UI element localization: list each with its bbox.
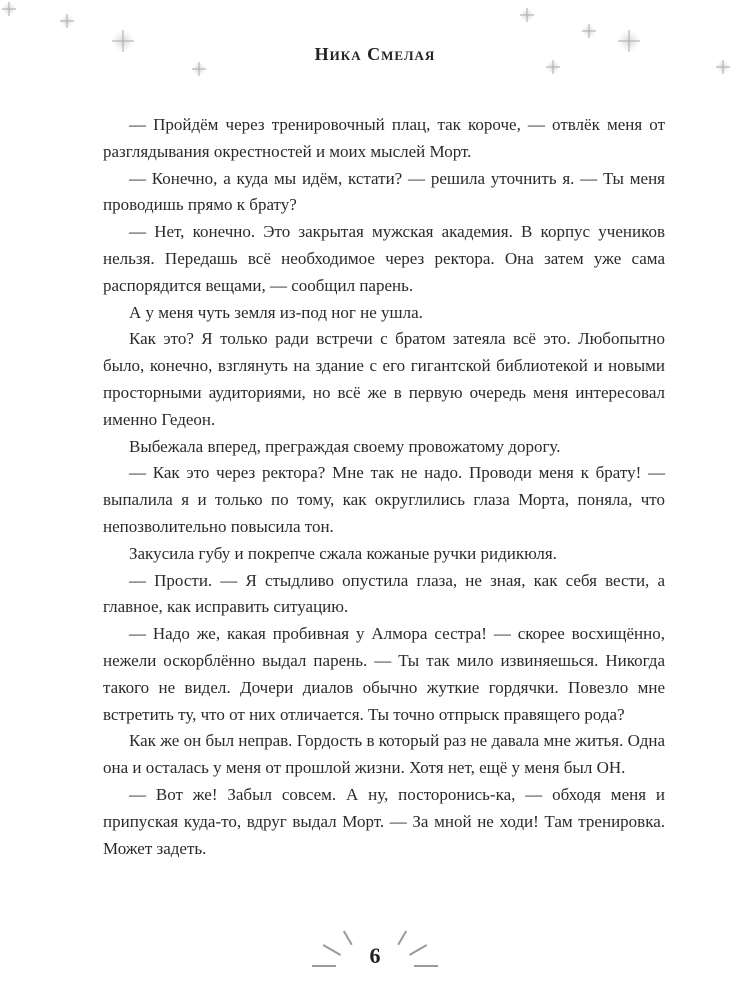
body-text xyxy=(103,112,665,862)
paragraph: Закусила губу и покрепче сжала кожаные ручки ридикюля. xyxy=(129,543,557,563)
paragraph: Как это? Я только ради встречи с братом затеяла всё это. Любопытно было, конечно, взглянуть на здание с его гигантской библиотекой и новыми просторными аудиториями, но всё же в первую очередь меня интересовал именно Гедеон. xyxy=(103,329,665,429)
paragraph: — Прости. — Я стыдливо опустила глаза, не зная, как себя вести, а главное, как исправить ситуацию. xyxy=(103,570,665,617)
page-footer xyxy=(0,935,750,995)
sparkle-decoration xyxy=(582,24,596,38)
paragraph: — Конечно, а куда мы идём, кстати? — решила уточнить я. — Ты меня проводишь прямо к брату? xyxy=(103,168,665,215)
paragraph: — Надо же, какая пробивная у Алмора сестра! — скорее восхищённо, нежели оскорблённо выдал парень. — Ты так мило извиняешься. Никогда такого не видел. Дочери диалов обычно жуткие гордячки. Повезло мне встретить ту, что от них отличается. Ты точно отпрыск правящего рода? xyxy=(103,624,665,724)
sparkle-decoration xyxy=(2,2,16,16)
page-number: 6 xyxy=(369,943,381,968)
paragraph: А у меня чуть земля из-под ног не ушла. xyxy=(129,302,423,322)
paragraph: Выбежала вперед, преграждая своему провожатому дорогу. xyxy=(129,436,561,456)
paragraph: — Как это через ректора? Мне так не надо. Проводи меня к брату! — выпалила я и только по тому, как округлились глаза Морта, поняла, что непозволительно повысила тон. xyxy=(103,463,665,536)
paragraph: — Вот же! Забыл совсем. А ну, посторонись-ка, — обходя меня и припуская куда-то, вдруг выдал Морт. — За мной не ходи! Там тренировка. Может задеть. xyxy=(103,784,665,858)
sparkle-decoration xyxy=(60,14,74,28)
paragraph: — Нет, конечно. Это закрытая мужская академия. В корпус учеников нельзя. Передашь всё необходимое через ректора. Она затем уже сама распорядится вещами, — сообщил парень. xyxy=(103,222,665,295)
paragraph: Как же он был неправ. Гордость в который раз не давала мне житья. Одна она и осталась у меня от прошлой жизни. Хотя нет, ещё у меня был ОН. xyxy=(103,731,665,778)
running-header-author: Ника Смелая xyxy=(314,44,436,64)
sparkle-decoration xyxy=(520,8,534,22)
paragraph: — Пройдём через тренировочный плац, так короче, — отвлёк меня от разглядывания окрестностей и моих мыслей Морт. xyxy=(103,115,665,161)
